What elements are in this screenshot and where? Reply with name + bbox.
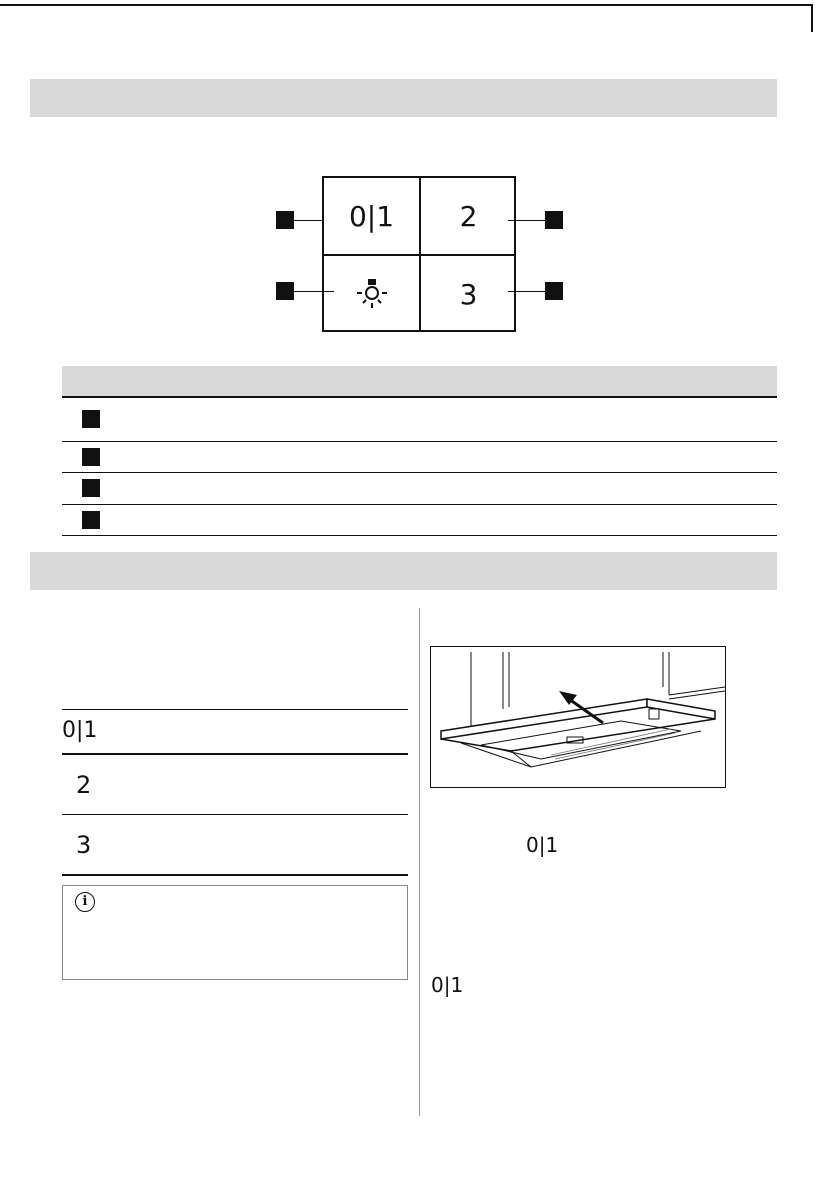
inline-symbol-on-off: 0|1 [526,833,559,857]
legend-row-marker [82,410,100,428]
legend-row [62,442,777,473]
panel-button-speed-2[interactable] [421,178,516,254]
mode-symbol-on-off: 0|1 [62,718,98,743]
mode-symbol-speed-2: 2 [76,771,92,799]
legend-row [62,505,777,536]
section-band-daily-use [30,552,777,590]
speed-2-symbol: 2 [459,199,478,233]
mode-table-bottom-rule [62,874,408,876]
legend-row-marker [82,511,100,529]
speed-3-symbol: 3 [459,277,478,311]
legend-row-marker [82,448,100,466]
lamp-icon [355,277,389,311]
inline-symbol-on-off: 0|1 [431,973,464,997]
legend-row [62,473,777,505]
panel-button-on-off[interactable] [324,178,419,254]
panel-button-speed-3[interactable] [421,256,516,332]
section-band-control-panel [30,79,777,117]
mode-table-rule [62,753,408,755]
on-off-symbol: 0|1 [348,199,395,233]
panel-button-light[interactable] [324,256,419,332]
page-top-rule [0,4,811,6]
callout-leader-speed-2 [508,220,545,221]
callout-marker-speed-3 [545,282,563,300]
mode-symbol-speed-3: 3 [76,831,92,859]
callout-leader-speed-3 [508,291,545,292]
column-divider [419,608,420,1116]
hood-drawer-drawing [431,647,725,787]
info-icon: i [75,892,95,912]
legend-table-header [62,366,777,398]
callout-marker-speed-2 [545,211,563,229]
mode-table-top-rule [62,709,408,710]
hood-drawer-illustration [430,646,726,788]
callout-marker-on-off [276,211,294,229]
legend-row-marker [82,479,100,497]
control-panel-diagram [322,176,516,332]
callout-marker-light [276,282,294,300]
legend-row [62,398,777,442]
info-note-box [62,885,408,980]
callout-leader-on-off [294,220,324,221]
page-top-tick [811,4,813,32]
callout-leader-light [294,291,334,292]
mode-table-rule [62,814,408,815]
